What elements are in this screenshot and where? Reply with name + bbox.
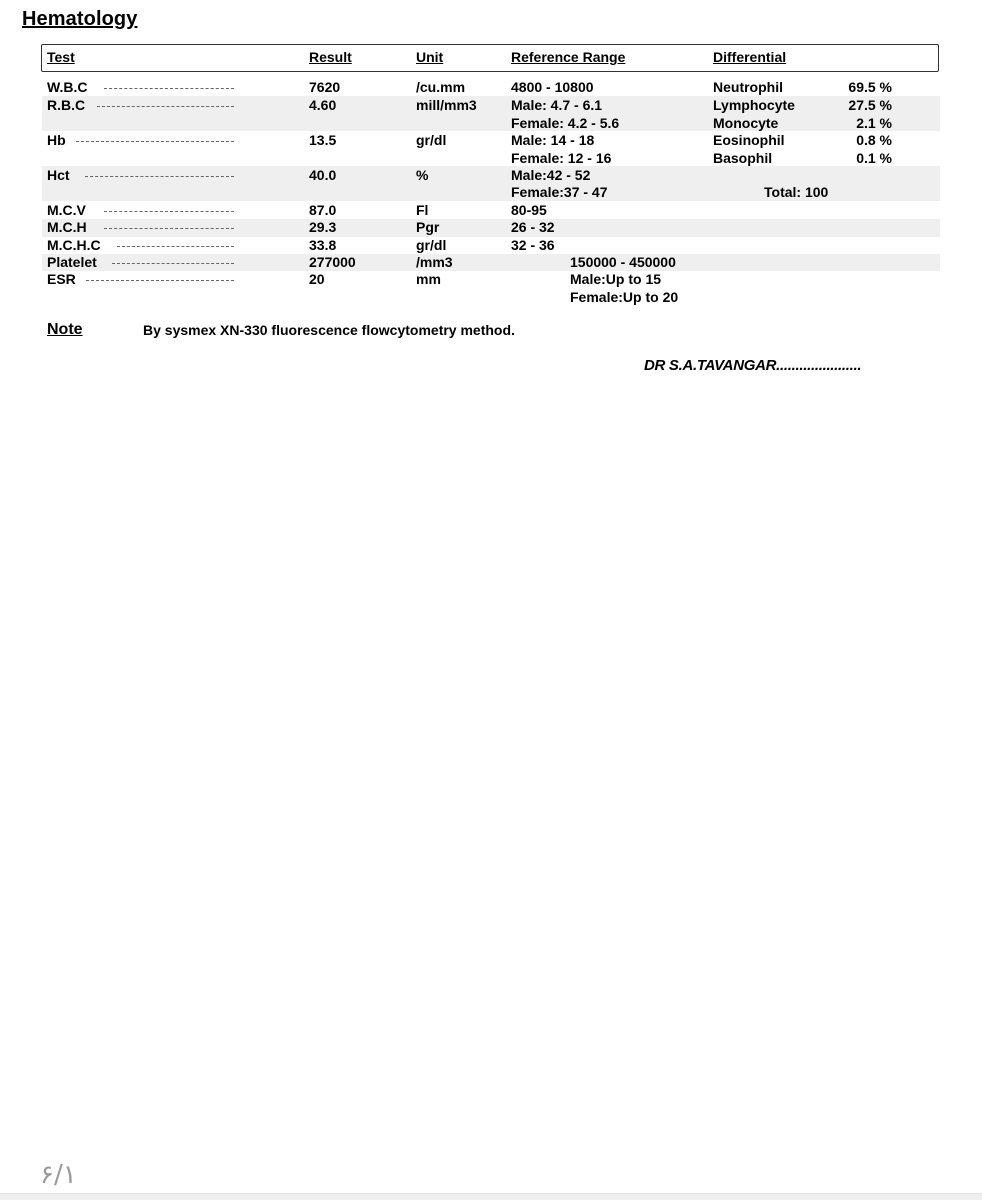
dash-leader xyxy=(117,246,234,247)
reference-range-male: Male:42 - 52 xyxy=(511,167,591,183)
table-row xyxy=(47,237,237,255)
note-label: Note xyxy=(47,321,83,338)
reference-range: 150000 - 450000 xyxy=(570,254,676,270)
unit-value: mill/mm3 xyxy=(416,97,477,113)
unit-value: Pgr xyxy=(416,219,440,235)
result-value: 40.0 xyxy=(309,167,337,183)
reference-range-male: Male: 14 - 18 xyxy=(511,132,595,148)
result-value: 33.8 xyxy=(309,237,337,253)
differential-name: Lymphocyte xyxy=(713,97,795,113)
table-row xyxy=(47,271,237,289)
test-name: R.B.C xyxy=(47,97,86,113)
dash-leader xyxy=(86,280,234,281)
unit-value: Fl xyxy=(416,202,429,218)
reference-range: 4800 - 10800 xyxy=(511,79,594,95)
dash-leader xyxy=(104,88,234,89)
dash-leader xyxy=(97,106,234,107)
differential-value: 27.5 % xyxy=(848,97,892,113)
reference-range-female: Female:Up to 20 xyxy=(570,289,679,305)
dash-leader xyxy=(104,211,234,212)
unit-value: gr/dl xyxy=(416,237,447,253)
unit-value: mm xyxy=(416,271,441,287)
test-name: W.B.C xyxy=(47,79,88,95)
result-value: 29.3 xyxy=(309,219,337,235)
unit-value: /cu.mm xyxy=(416,79,466,95)
result-value: 87.0 xyxy=(309,202,337,218)
test-name: M.C.H xyxy=(47,219,87,235)
table-row xyxy=(47,132,237,150)
reference-range-male: Male: 4.7 - 6.1 xyxy=(511,97,603,113)
test-name: Platelet xyxy=(47,254,97,270)
differential-value: 0.1 % xyxy=(856,150,892,166)
table-row xyxy=(47,219,237,237)
report-title: Hematology xyxy=(22,8,138,30)
test-name: Hb xyxy=(47,132,66,148)
result-value: 20 xyxy=(309,271,325,287)
dash-leader xyxy=(104,228,234,229)
dash-leader xyxy=(76,141,234,142)
header-reference-range: Reference Range xyxy=(511,49,626,65)
header-differential: Differential xyxy=(713,49,787,65)
differential-value: 69.5 % xyxy=(848,79,892,95)
differential-value: 0.8 % xyxy=(856,132,892,148)
reference-range-female: Female: 12 - 16 xyxy=(511,150,612,166)
table-header xyxy=(41,44,939,72)
differential-total: Total: 100 xyxy=(764,184,829,200)
differential-name: Monocyte xyxy=(713,115,779,131)
unit-value: /mm3 xyxy=(416,254,453,270)
table-row xyxy=(47,202,237,220)
header-result: Result xyxy=(309,49,352,65)
header-unit: Unit xyxy=(416,49,444,65)
result-value: 277000 xyxy=(309,254,356,270)
page-number: ۶/۱ xyxy=(40,1160,77,1190)
page-bottom-bar xyxy=(0,1193,982,1200)
test-name: ESR xyxy=(47,271,76,287)
reference-range-female: Female:37 - 47 xyxy=(511,184,608,200)
note-text: By sysmex XN-330 fluorescence flowcytometry method. xyxy=(143,322,515,338)
result-value: 13.5 xyxy=(309,132,337,148)
table-row xyxy=(47,97,237,115)
result-value: 7620 xyxy=(309,79,341,95)
reference-range: 80-95 xyxy=(511,202,547,218)
test-name: M.C.V xyxy=(47,202,86,218)
reference-range-female: Female: 4.2 - 5.6 xyxy=(511,115,620,131)
differential-value: 2.1 % xyxy=(856,115,892,131)
unit-value: % xyxy=(416,167,429,183)
table-row xyxy=(47,79,237,97)
reference-range: 32 - 36 xyxy=(511,237,555,253)
test-name: Hct xyxy=(47,167,70,183)
header-test: Test xyxy=(47,49,75,65)
dash-leader xyxy=(112,263,234,264)
table-row xyxy=(47,254,237,272)
table-row xyxy=(47,167,237,185)
dash-leader xyxy=(85,176,234,177)
differential-name: Eosinophil xyxy=(713,132,785,148)
unit-value: gr/dl xyxy=(416,132,447,148)
reference-range: 26 - 32 xyxy=(511,219,555,235)
differential-name: Basophil xyxy=(713,150,773,166)
test-name: M.C.H.C xyxy=(47,237,101,253)
result-value: 4.60 xyxy=(309,97,337,113)
differential-name: Neutrophil xyxy=(713,79,783,95)
reference-range-male: Male:Up to 15 xyxy=(570,271,662,287)
doctor-signature: DR S.A.TAVANGAR...................... xyxy=(644,357,862,374)
